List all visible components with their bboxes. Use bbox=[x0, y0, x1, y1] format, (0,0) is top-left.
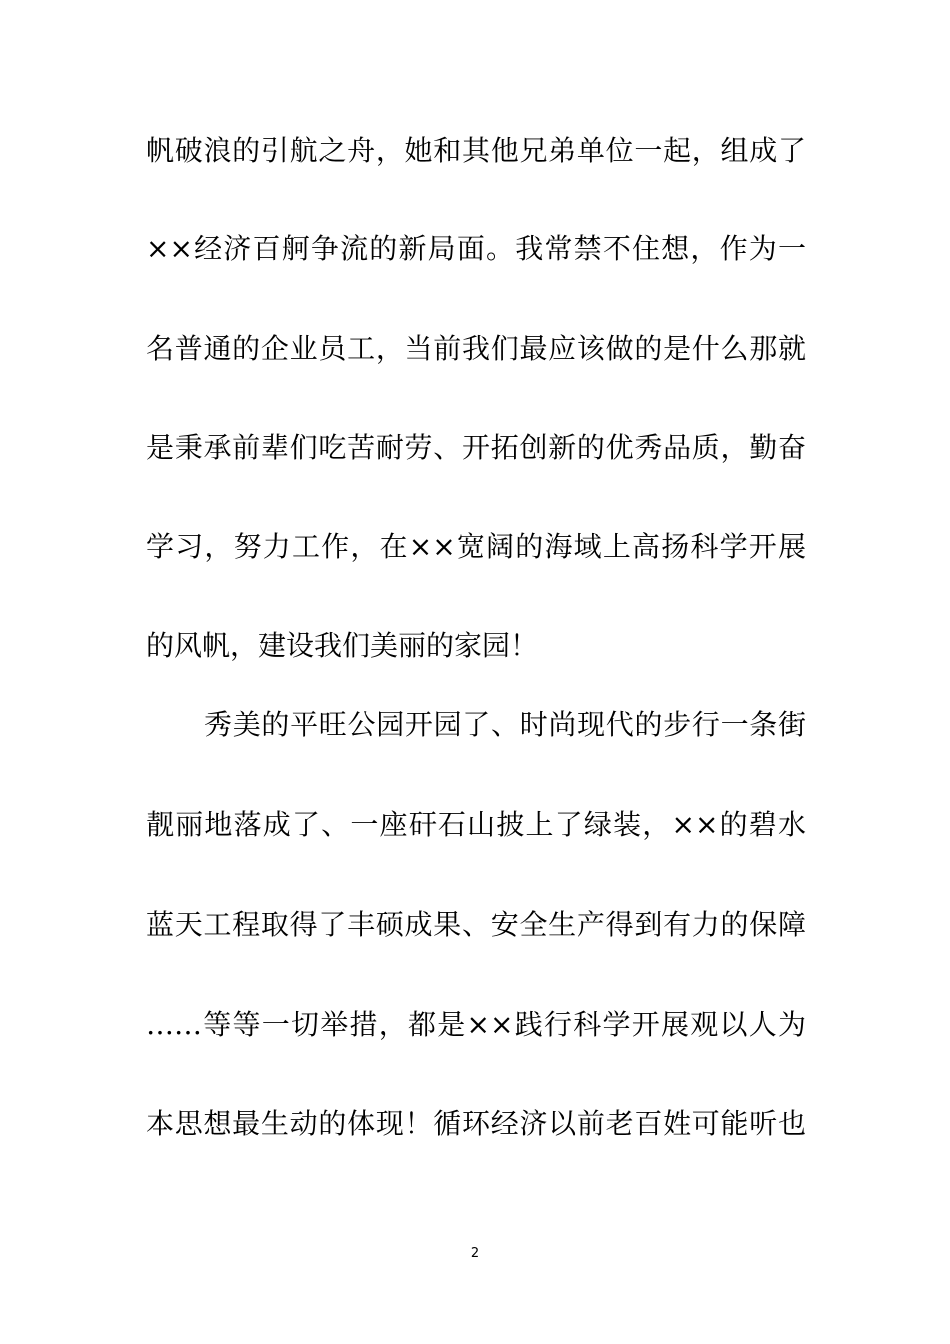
text-line-2: ××经济百舸争流的新局面。我常禁不住想，作为一 bbox=[146, 232, 806, 265]
text-line-1: 帆破浪的引航之舟，她和其他兄弟单位一起，组成了 bbox=[146, 134, 806, 167]
page-number: 2 bbox=[470, 1246, 480, 1261]
text-line-7: 秀美的平旺公园开园了、时尚现代的步行一条街 bbox=[204, 708, 806, 741]
text-line-6: 的风帆，建设我们美丽的家园！ bbox=[146, 629, 539, 662]
text-line-8: 靓丽地落成了、一座矸石山披上了绿装，××的碧水 bbox=[146, 808, 806, 841]
text-line-5: 学习，努力工作，在××宽阔的海域上高扬科学开展 bbox=[146, 530, 806, 563]
text-line-3: 名普通的企业员工，当前我们最应该做的是什么那就 bbox=[146, 332, 806, 365]
text-line-10: ……等等一切举措，都是××践行科学开展观以人为 bbox=[146, 1008, 806, 1041]
text-line-9: 蓝天工程取得了丰硕成果、安全生产得到有力的保障 bbox=[146, 908, 806, 941]
text-line-4: 是秉承前辈们吃苦耐劳、开拓创新的优秀品质，勤奋 bbox=[146, 431, 806, 464]
text-line-11: 本思想最生动的体现！循环经济以前老百姓可能听也 bbox=[146, 1107, 806, 1140]
